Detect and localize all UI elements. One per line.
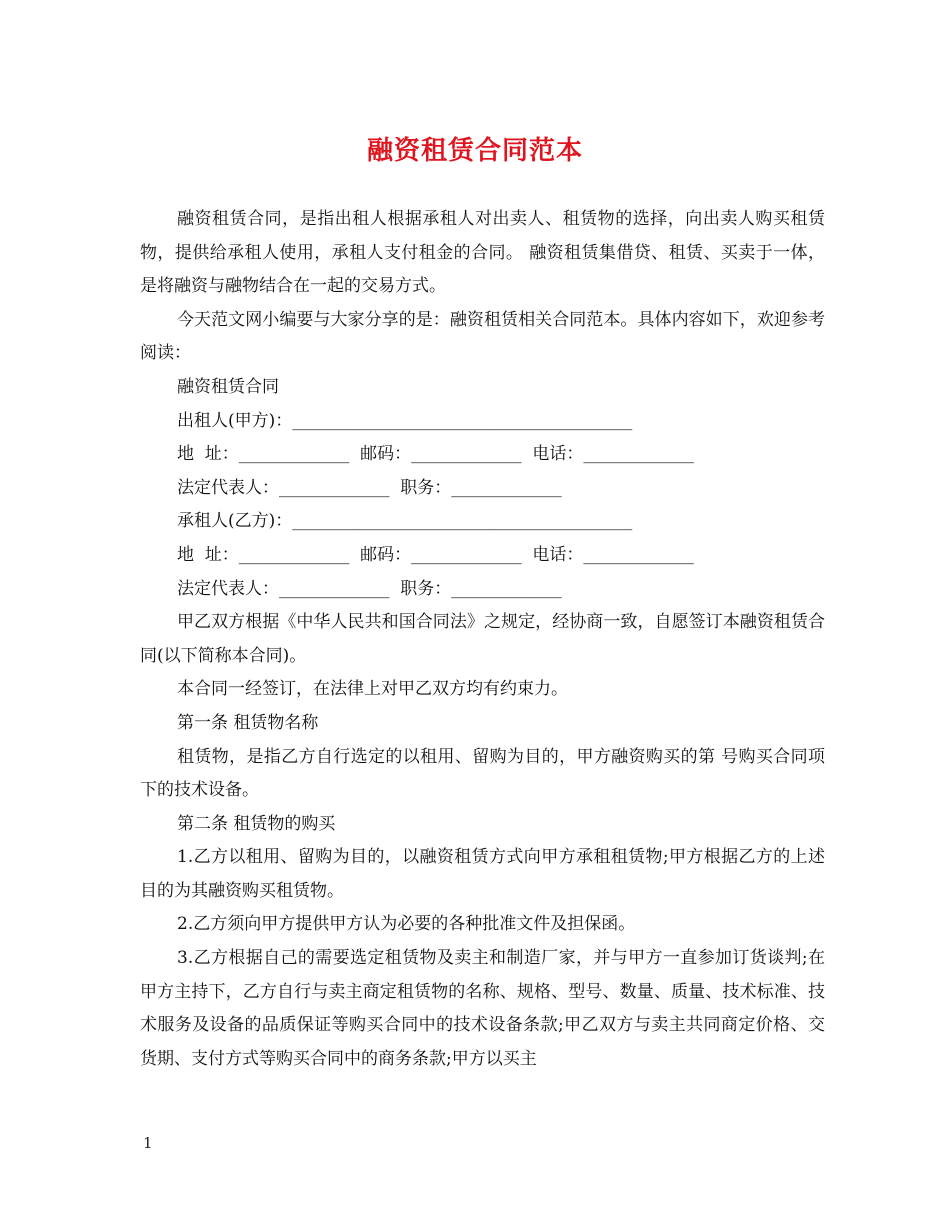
article-2-item-2: 2.乙方须向甲方提供甲方认为必要的各种批准文件及担保函。 bbox=[177, 914, 636, 935]
article-2-heading: 第二条 租赁物的购买 bbox=[177, 813, 336, 834]
lessee-field: 承租人(乙方)：________________________________________ bbox=[177, 511, 633, 532]
article-1-paragraph: 租赁物，是指乙方自行选定的以租用、留购为目的，甲方融资购买的第 号购买合同项下的技术设备。 bbox=[140, 746, 825, 801]
intro-paragraph: 融资租赁合同，是指出租人根据承租人对出卖人、租赁物的选择，向出卖人购买租赁物，提供给承租人使用，承租人支付租金的合同。 融资租赁集借贷、租赁、买卖于一体，是将融资与融物结合在一起的交易方式。 bbox=[140, 209, 825, 297]
agreement-paragraph: 甲乙双方根据《中华人民共和国合同法》之规定，经协商一致，自愿签订本融资租赁合同(以下简称本合同)。 bbox=[140, 612, 825, 666]
article-2-item-3: 3.乙方根据自己的需要选定租赁物及卖主和制造厂家，并与甲方一直参加订货谈判;在甲方主持下，乙方自行与卖主商定租赁物的名称、规格、型号、数量、质量、技术标准、技术服务及设备的品质保证等购买合同中的技术设备条款;甲乙双方与卖主共同商定价格、交货期、支付方式等购买合同中的商务条款;甲方以买主 bbox=[140, 948, 825, 1069]
lessor-address-field: 地 址：_____________ 邮码：_____________ 电话：_____________ bbox=[177, 444, 694, 465]
article-2-item-1: 1.乙方以租用、留购为目的，以融资租赁方式向甲方承租租赁物;甲方根据乙方的上述目的为其融资购买租赁物。 bbox=[140, 847, 825, 901]
page-number: 1 bbox=[143, 1134, 153, 1152]
lessor-representative-field: 法定代表人：_____________ 职务：_____________ bbox=[177, 477, 562, 498]
document-title: 融资租赁合同范本 bbox=[366, 136, 583, 166]
lessor-field: 出租人(甲方)：________________________________________ bbox=[177, 410, 633, 431]
intro-paragraph-2: 今天范文网小编要与大家分享的是：融资租赁相关合同范本。具体内容如下，欢迎参考阅读： bbox=[140, 309, 825, 364]
article-1-heading: 第一条 租赁物名称 bbox=[177, 712, 319, 733]
lessee-address-field: 地 址：_____________ 邮码：_____________ 电话：_____________ bbox=[177, 544, 694, 565]
binding-paragraph: 本合同一经签订，在法律上对甲乙双方均有约束力。 bbox=[177, 679, 568, 700]
contract-heading: 融资租赁合同 bbox=[177, 376, 279, 397]
lessee-representative-field: 法定代表人：_____________ 职务：_____________ bbox=[177, 578, 562, 599]
document-body bbox=[140, 203, 825, 1076]
